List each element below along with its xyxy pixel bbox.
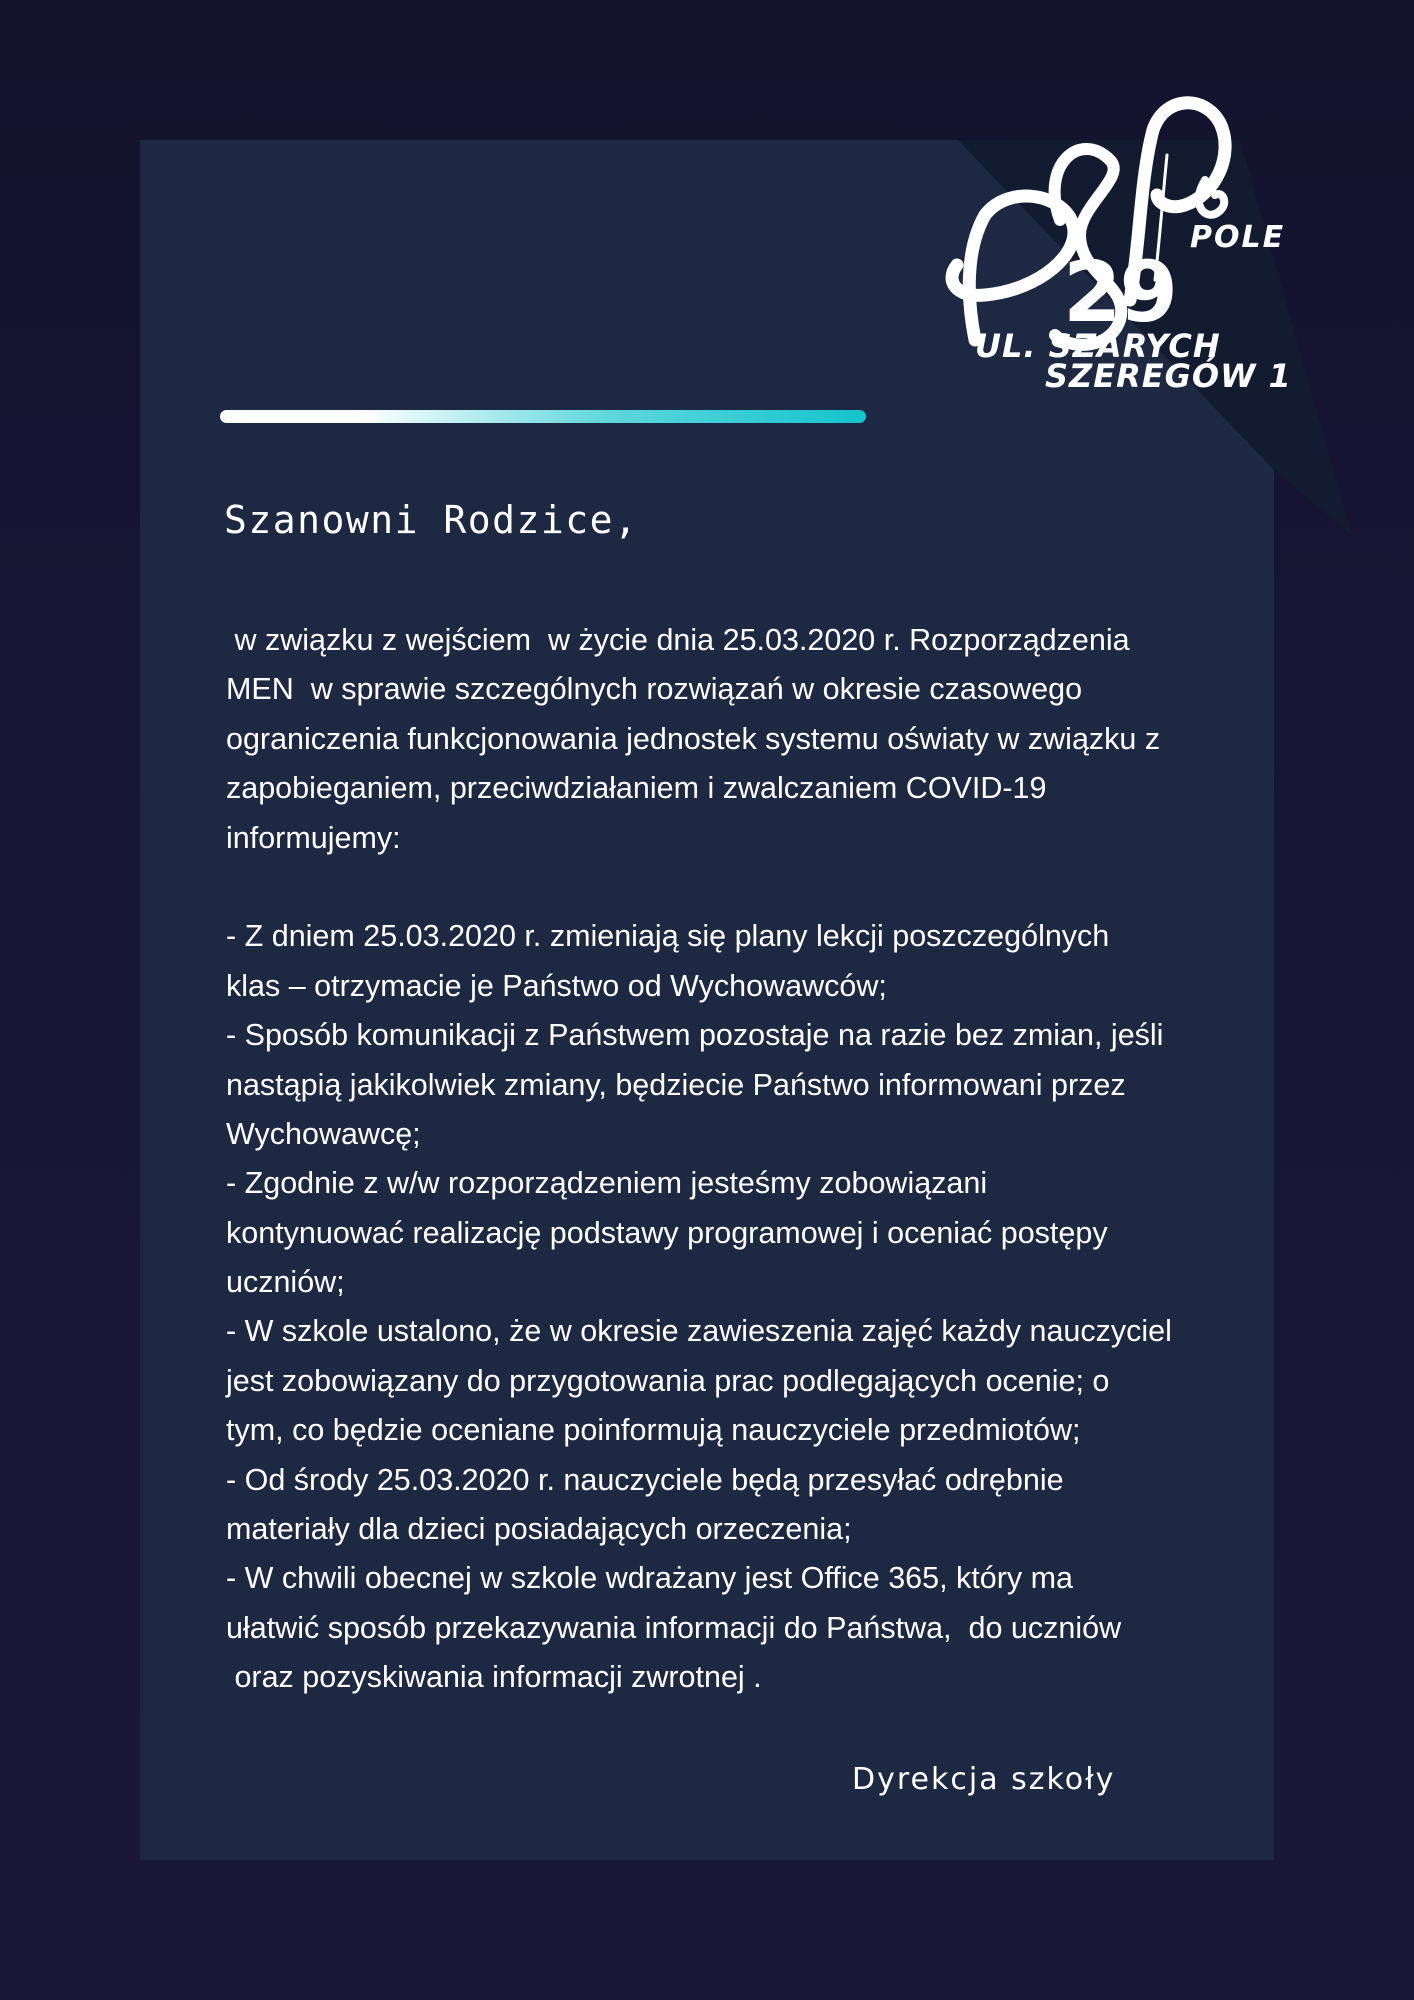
letter-signature: Dyrekcja szkoły bbox=[852, 1762, 1116, 1797]
letter-intro-line: MEN w sprawie szczególnych rozwiązań w okresie czasowego bbox=[226, 672, 1083, 707]
letter-salutation: Szanowni Rodzice, bbox=[224, 498, 639, 542]
letter-point-line: klas – otrzymacie je Państwo od Wychowawców; bbox=[226, 968, 887, 1003]
logo-city: POLE bbox=[1190, 220, 1286, 255]
logo-number: 29 bbox=[1063, 243, 1176, 341]
letter-point-line: - Zgodnie z w/w rozporządzeniem jesteśmy zobowiązani bbox=[226, 1166, 988, 1201]
accent-divider bbox=[220, 410, 866, 423]
letter-body bbox=[226, 616, 1236, 1703]
letter-intro-line: w związku z wejściem w życie dnia 25.03.2020 r. Rozporządzenia bbox=[226, 623, 1130, 657]
letter-point-line: materiały dla dzieci posiadających orzeczenia; bbox=[226, 1512, 852, 1547]
letter-point-line: oraz pozyskiwania informacji zwrotnej . bbox=[226, 1660, 762, 1695]
school-logo bbox=[905, 85, 1325, 405]
letter-point-line: - Sposób komunikacji z Państwem pozostaje na razie bez zmian, jeśli bbox=[226, 1018, 1164, 1053]
letter-point-line: kontynuować realizację podstawy programowej i oceniać postępy bbox=[226, 1215, 1108, 1250]
letter-intro-line: informujemy: bbox=[226, 820, 401, 855]
letter-intro-line: zapobieganiem, przeciwdziałaniem i zwalczaniem COVID-19 bbox=[226, 771, 1047, 806]
paragraph-gap bbox=[226, 863, 1236, 912]
letter-point-line: - Od środy 25.03.2020 r. nauczyciele będą przesyłać odrębnie bbox=[226, 1462, 1064, 1497]
letter-point-line: Wychowawcę; bbox=[226, 1116, 421, 1151]
letter-point-line: ułatwić sposób przekazywania informacji do Państwa, do uczniów bbox=[226, 1610, 1122, 1645]
logo-street-line2: SZEREGÓW 1 bbox=[1045, 357, 1292, 395]
letter-point-line: nastąpią jakikolwiek zmiany, będziecie Państwo informowani przez bbox=[226, 1067, 1126, 1102]
letter-point-line: - Z dniem 25.03.2020 r. zmieniają się plany lekcji poszczególnych bbox=[226, 919, 1110, 954]
letter-point-line: tym, co będzie oceniane poinformują nauczyciele przedmiotów; bbox=[226, 1413, 1081, 1448]
letter-point-line: uczniów; bbox=[226, 1265, 345, 1300]
letter-point-line: - W chwili obecnej w szkole wdrażany jest Office 365, który ma bbox=[226, 1561, 1073, 1596]
logo-street-line1: UL. SZARYCH bbox=[975, 327, 1221, 365]
letter-point-line: - W szkole ustalono, że w okresie zawieszenia zajęć każdy nauczyciel bbox=[226, 1314, 1172, 1349]
letter-point-line: jest zobowiązany do przygotowania prac podlegających ocenie; o bbox=[226, 1363, 1110, 1398]
letter-intro-line: ograniczenia funkcjonowania jednostek systemu oświaty w związku z bbox=[226, 721, 1161, 756]
